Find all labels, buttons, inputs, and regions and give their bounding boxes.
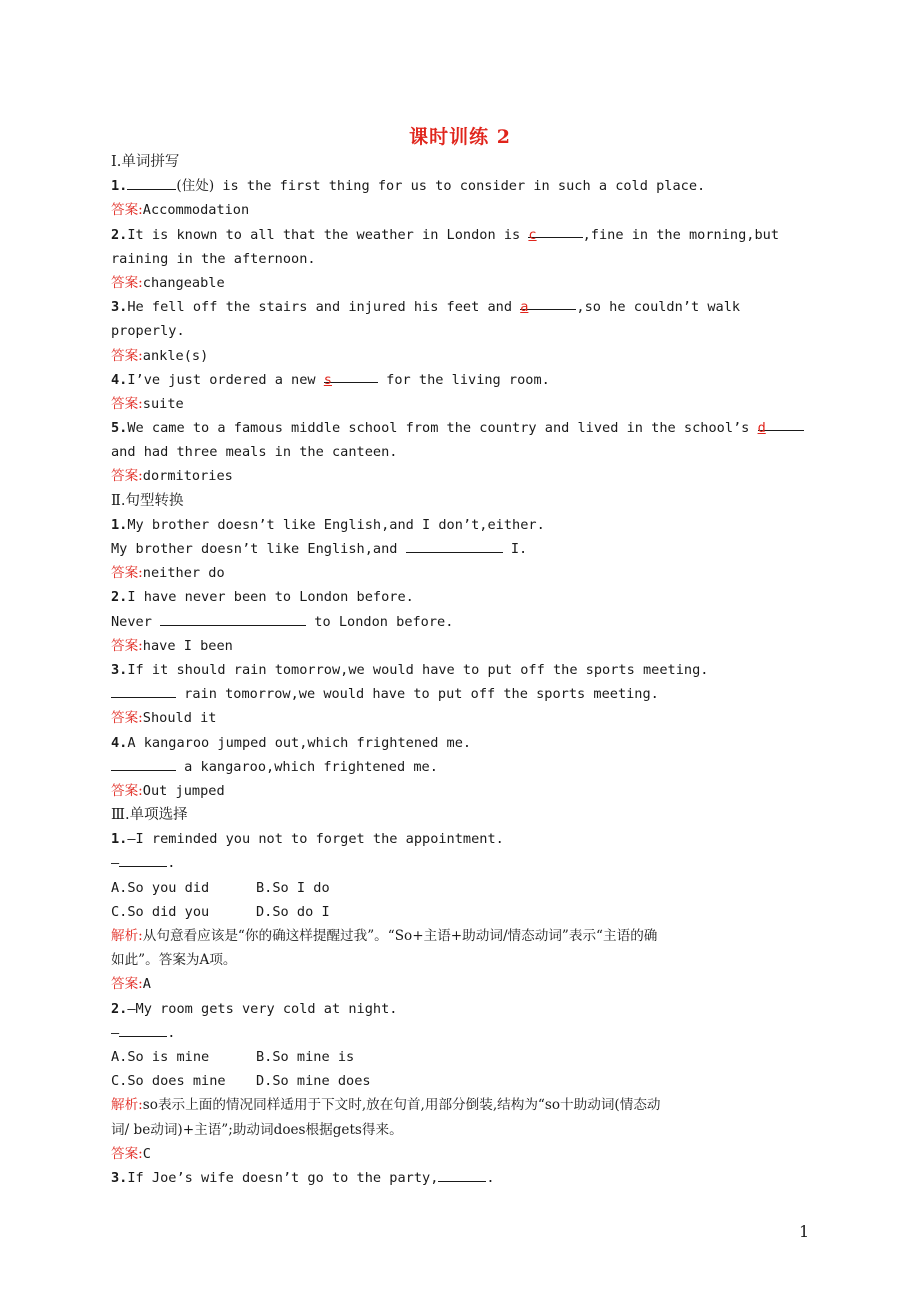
option-d: D.So mine does [256, 1073, 371, 1090]
answer-text: Should it [142, 710, 217, 727]
question-text: My brother doesn’t like English,and I don’t,either. [127, 516, 545, 533]
option-b: B.So I do [256, 879, 330, 896]
question-continuation: and had three meals in the canteen. [111, 444, 398, 461]
section-heading: Ⅲ.单项选择 [111, 807, 188, 824]
answer-text: A [142, 976, 151, 993]
question-continuation: raining in the afternoon. [111, 250, 316, 267]
question [111, 416, 811, 440]
answer-label: 答案: [111, 565, 143, 582]
page-title: 课时训练 2 [409, 126, 511, 148]
answer-line [111, 464, 811, 488]
answer-blank [127, 175, 176, 190]
question-number: 2. [111, 226, 128, 243]
question [111, 827, 811, 851]
analysis-line [111, 1093, 811, 1117]
answer-blank [528, 223, 582, 243]
question-text: It is known to all that the weather in London is [127, 226, 529, 243]
question-text: If Joe’s wife doesn’t go to the party, [127, 1169, 439, 1186]
rewrite-text: rain tomorrow,we would have to put off the sports meeting. [176, 686, 659, 703]
question-text: ,so he couldn’t walk [576, 299, 741, 316]
question-text: —My room gets very cold at night. [127, 1000, 398, 1017]
analysis-continuation: 词/ be动词)+主语”;助动词does根据gets得来。 [111, 1121, 403, 1138]
rewrite-text: I. [502, 541, 528, 557]
option-c: C.So did you [111, 903, 210, 920]
answer-line [111, 972, 811, 996]
question-number: 5. [111, 420, 128, 437]
dialogue-reply: — . [111, 851, 811, 875]
analysis-line [111, 924, 811, 948]
section-heading: Ⅰ.单词拼写 [111, 154, 180, 170]
question-text: ,fine in the morning,but [582, 226, 780, 243]
answer-text: Accommodation [142, 202, 250, 219]
answer-blank [111, 683, 176, 698]
page-number: 1 [799, 1222, 810, 1241]
answer-label: 答案: [111, 710, 143, 727]
answer-text: have I been [142, 637, 233, 654]
rewrite-text: Never [111, 613, 161, 630]
option-a: A.So you did [111, 879, 210, 896]
answer-label: 答案: [111, 347, 143, 364]
answer-line [111, 561, 811, 585]
question-number: 2. [111, 1000, 128, 1017]
answer-label: 答案: [111, 395, 143, 412]
answer-line [111, 779, 811, 803]
option-c: C.So does mine [111, 1073, 226, 1090]
dash: — [111, 855, 120, 872]
question [111, 731, 811, 755]
question [111, 174, 811, 198]
question [111, 997, 811, 1021]
rewrite-line [111, 537, 811, 561]
question-text: I’ve just ordered a new [127, 371, 324, 388]
answer-blank [438, 1167, 486, 1182]
question-number: 1. [111, 831, 128, 848]
answer-line [111, 706, 811, 730]
dash: — [111, 1024, 120, 1041]
question-end: . [486, 1169, 495, 1186]
question-number: 3. [111, 299, 128, 316]
answer-blank [323, 368, 378, 388]
dialogue-reply: — . [111, 1021, 811, 1045]
answer-text: suite [142, 395, 184, 412]
question-text: is the first thing for us to consider in such a cold place. [214, 178, 706, 195]
answer-label: 答案: [111, 637, 143, 654]
option-row [111, 1045, 811, 1069]
question-text: for the living room. [377, 371, 550, 388]
section-heading: Ⅱ.句型转换 [111, 492, 184, 509]
option-row [111, 876, 811, 900]
answer-blank [119, 852, 167, 867]
question-number: 3. [111, 1169, 128, 1186]
answer-label: 答案: [111, 1145, 143, 1162]
answer-line [111, 344, 811, 368]
question [111, 1166, 811, 1190]
rewrite-text: to London before. [306, 613, 454, 630]
rewrite-line [111, 755, 811, 779]
answer-blank [119, 1022, 167, 1037]
answer-blank [160, 611, 306, 626]
option-d: D.So do I [256, 903, 330, 920]
first-letter-hint: a [520, 299, 529, 316]
first-letter-hint: c [528, 226, 537, 243]
rewrite-line [111, 610, 811, 634]
answer-text: neither do [142, 565, 225, 582]
rewrite-text: My brother doesn’t like English,and [111, 541, 406, 557]
rewrite-text: a kangaroo,which frightened me. [176, 758, 438, 775]
analysis-label: 解析: [111, 1097, 143, 1114]
analysis-text: so表示上面的情况同样适用于下文时,放在句首,用部分倒装,结构为“so十助动词(情态动 [142, 1097, 661, 1114]
option-row [111, 900, 811, 924]
answer-label: 答案: [111, 468, 143, 485]
question-number: 1. [111, 516, 128, 533]
question [111, 295, 811, 319]
question-number: 2. [111, 589, 128, 606]
rewrite-line [111, 682, 811, 706]
answer-label: 答案: [111, 274, 143, 291]
question-number: 3. [111, 661, 128, 678]
answer-blank [111, 756, 176, 771]
question [111, 658, 811, 682]
worksheet-content [111, 150, 811, 1190]
question-number: 1. [111, 178, 128, 195]
question-number: 4. [111, 371, 128, 388]
answer-blank [520, 295, 576, 316]
answer-label: 答案: [111, 782, 143, 799]
question-text: —I reminded you not to forget the appointment. [127, 831, 504, 848]
analysis-label: 解析: [111, 928, 143, 944]
answer-line [111, 392, 811, 416]
word-hint: (住处) [176, 178, 215, 195]
answer-text: ankle(s) [142, 347, 209, 364]
question-continuation: properly. [111, 323, 185, 340]
question [111, 368, 811, 392]
question-text: If it should rain tomorrow,we would have to put off the sports meeting. [127, 661, 709, 678]
answer-blank [406, 538, 503, 553]
option-a: A.So is mine [111, 1048, 210, 1065]
question [111, 513, 811, 537]
option-b: B.So mine is [256, 1048, 355, 1065]
question-number: 4. [111, 734, 128, 751]
answer-line [111, 1142, 811, 1166]
answer-text: C [142, 1145, 151, 1162]
question [111, 223, 811, 247]
first-letter-hint: d [757, 420, 766, 437]
answer-text: changeable [142, 274, 225, 291]
answer-line [111, 198, 811, 222]
answer-line [111, 271, 811, 295]
answer-label: 答案: [111, 976, 143, 993]
question-text: I have never been to London before. [127, 589, 414, 606]
analysis-continuation: 如此”。答案为A项。 [111, 952, 237, 969]
analysis-text: 从句意看应该是“你的确这样提醒过我”。“So+主语+助动词/情态动词”表示“主语的确 [142, 928, 658, 944]
option-row [111, 1069, 811, 1093]
question-text: We came to a famous middle school from the country and lived in the school’s [127, 420, 758, 437]
first-letter-hint: s [323, 371, 332, 388]
answer-line [111, 634, 811, 658]
answer-text: Out jumped [142, 782, 225, 799]
answer-label: 答案: [111, 202, 143, 219]
answer-blank [757, 416, 804, 437]
answer-text: dormitories [142, 468, 233, 485]
question-text: He fell off the stairs and injured his feet and [127, 299, 521, 316]
question [111, 585, 811, 609]
question-text: A kangaroo jumped out,which frightened me. [127, 734, 472, 751]
